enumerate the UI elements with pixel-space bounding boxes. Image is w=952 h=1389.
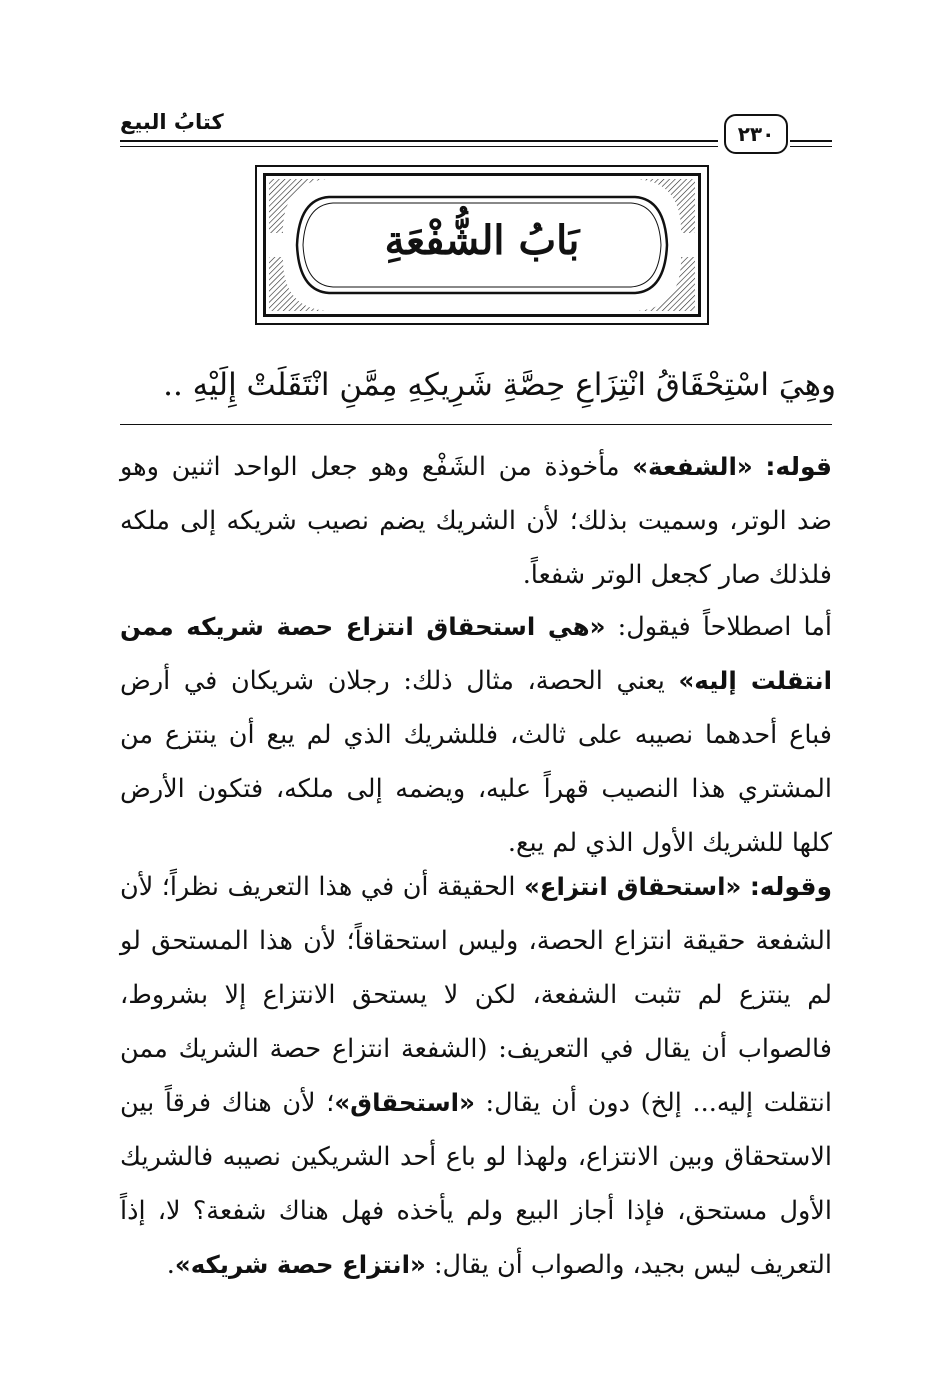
header-rule [790,146,832,147]
chapter-title: بَابُ الشُّفْعَةِ [384,217,580,264]
paragraph-text: الحقيقة أن في هذا التعريف نظراً؛ لأن الشفعة حقيقة انتزاع الحصة، وليس استحقاقاً؛ لأن هذا المستحق لو لم ينتزع لم تثبت الشفعة، لكن لا يستحق الانتزاع إلا بشروط، فالصواب أن يقال في التعريف: (الشفعة انتزاع حصة الشريك ممن انتقلت إليه... إلخ) دون أن يقال: [120,872,832,1118]
book-title: كتابُ البيع [120,110,224,134]
chapter-title-frame [255,165,709,325]
quoted-definition: «هي استحقاق انتزاع حصة شريكه ممن انتقلت إليه» [120,612,833,695]
page-number: ٢٣٠ [724,114,788,154]
paragraph-text: مأخوذة من الشَفْع وهو جعل الواحد اثنين وهو ضد الوتر، وسميت بذلك؛ لأن الشريك يضم نصيب شريكه إلى ملكه فلذلك صار كجعل الوتر شفعاً. [120,452,832,590]
quoted-term: «استحقاق» [334,1088,475,1117]
header-rule [120,146,718,147]
matn-divider [120,424,832,425]
paragraph-text: . [166,1250,175,1280]
paragraph-lead: قوله: [765,452,832,481]
paragraph-text: أما اصطلاحاً فيقول: [605,612,833,642]
paragraph-lead: وقوله: [749,872,832,901]
quoted-term: «انتزاع حصة شريكه» [174,1250,426,1279]
quoted-term: «الشفعة» [632,452,753,481]
commentary-paragraph-2 [120,600,832,870]
header-rule [120,140,718,142]
quoted-term: «استحقاق انتزاع» [523,872,742,901]
commentary-paragraph-1 [120,440,832,602]
header-rule [790,140,832,142]
paragraph-text: ؛ لأن هناك فرقاً بين الاستحقاق وبين الانتزاع، ولهذا لو باع أحد الشريكين نصيبه فالشريك الأول مستحق، فإذا أجاز البيع ولم يأخذه فهل هناك شفعة؟ لا، إذاً التعريف ليس بجيد، والصواب أن يقال: [120,1088,832,1280]
matn-text: وهِيَ اسْتِحْقَاقُ انْتِزَاعِ حِصَّةِ شَرِيكِهِ مِمَّنِ انْتَقَلَتْ إِلَيْهِ .. [163,367,836,403]
paragraph-text: يعني الحصة، مثال ذلك: رجلان شريكان في أرض فباع أحدهما نصيبه على ثالث، فللشريك الذي لم يبع أن ينتزع من المشتري هذا النصيب قهراً عليه، ويضمه إلى ملكه، فتكون الأرض كلها للشريك الأول الذي لم يبع. [120,666,832,858]
commentary-paragraph-3 [120,860,832,1292]
